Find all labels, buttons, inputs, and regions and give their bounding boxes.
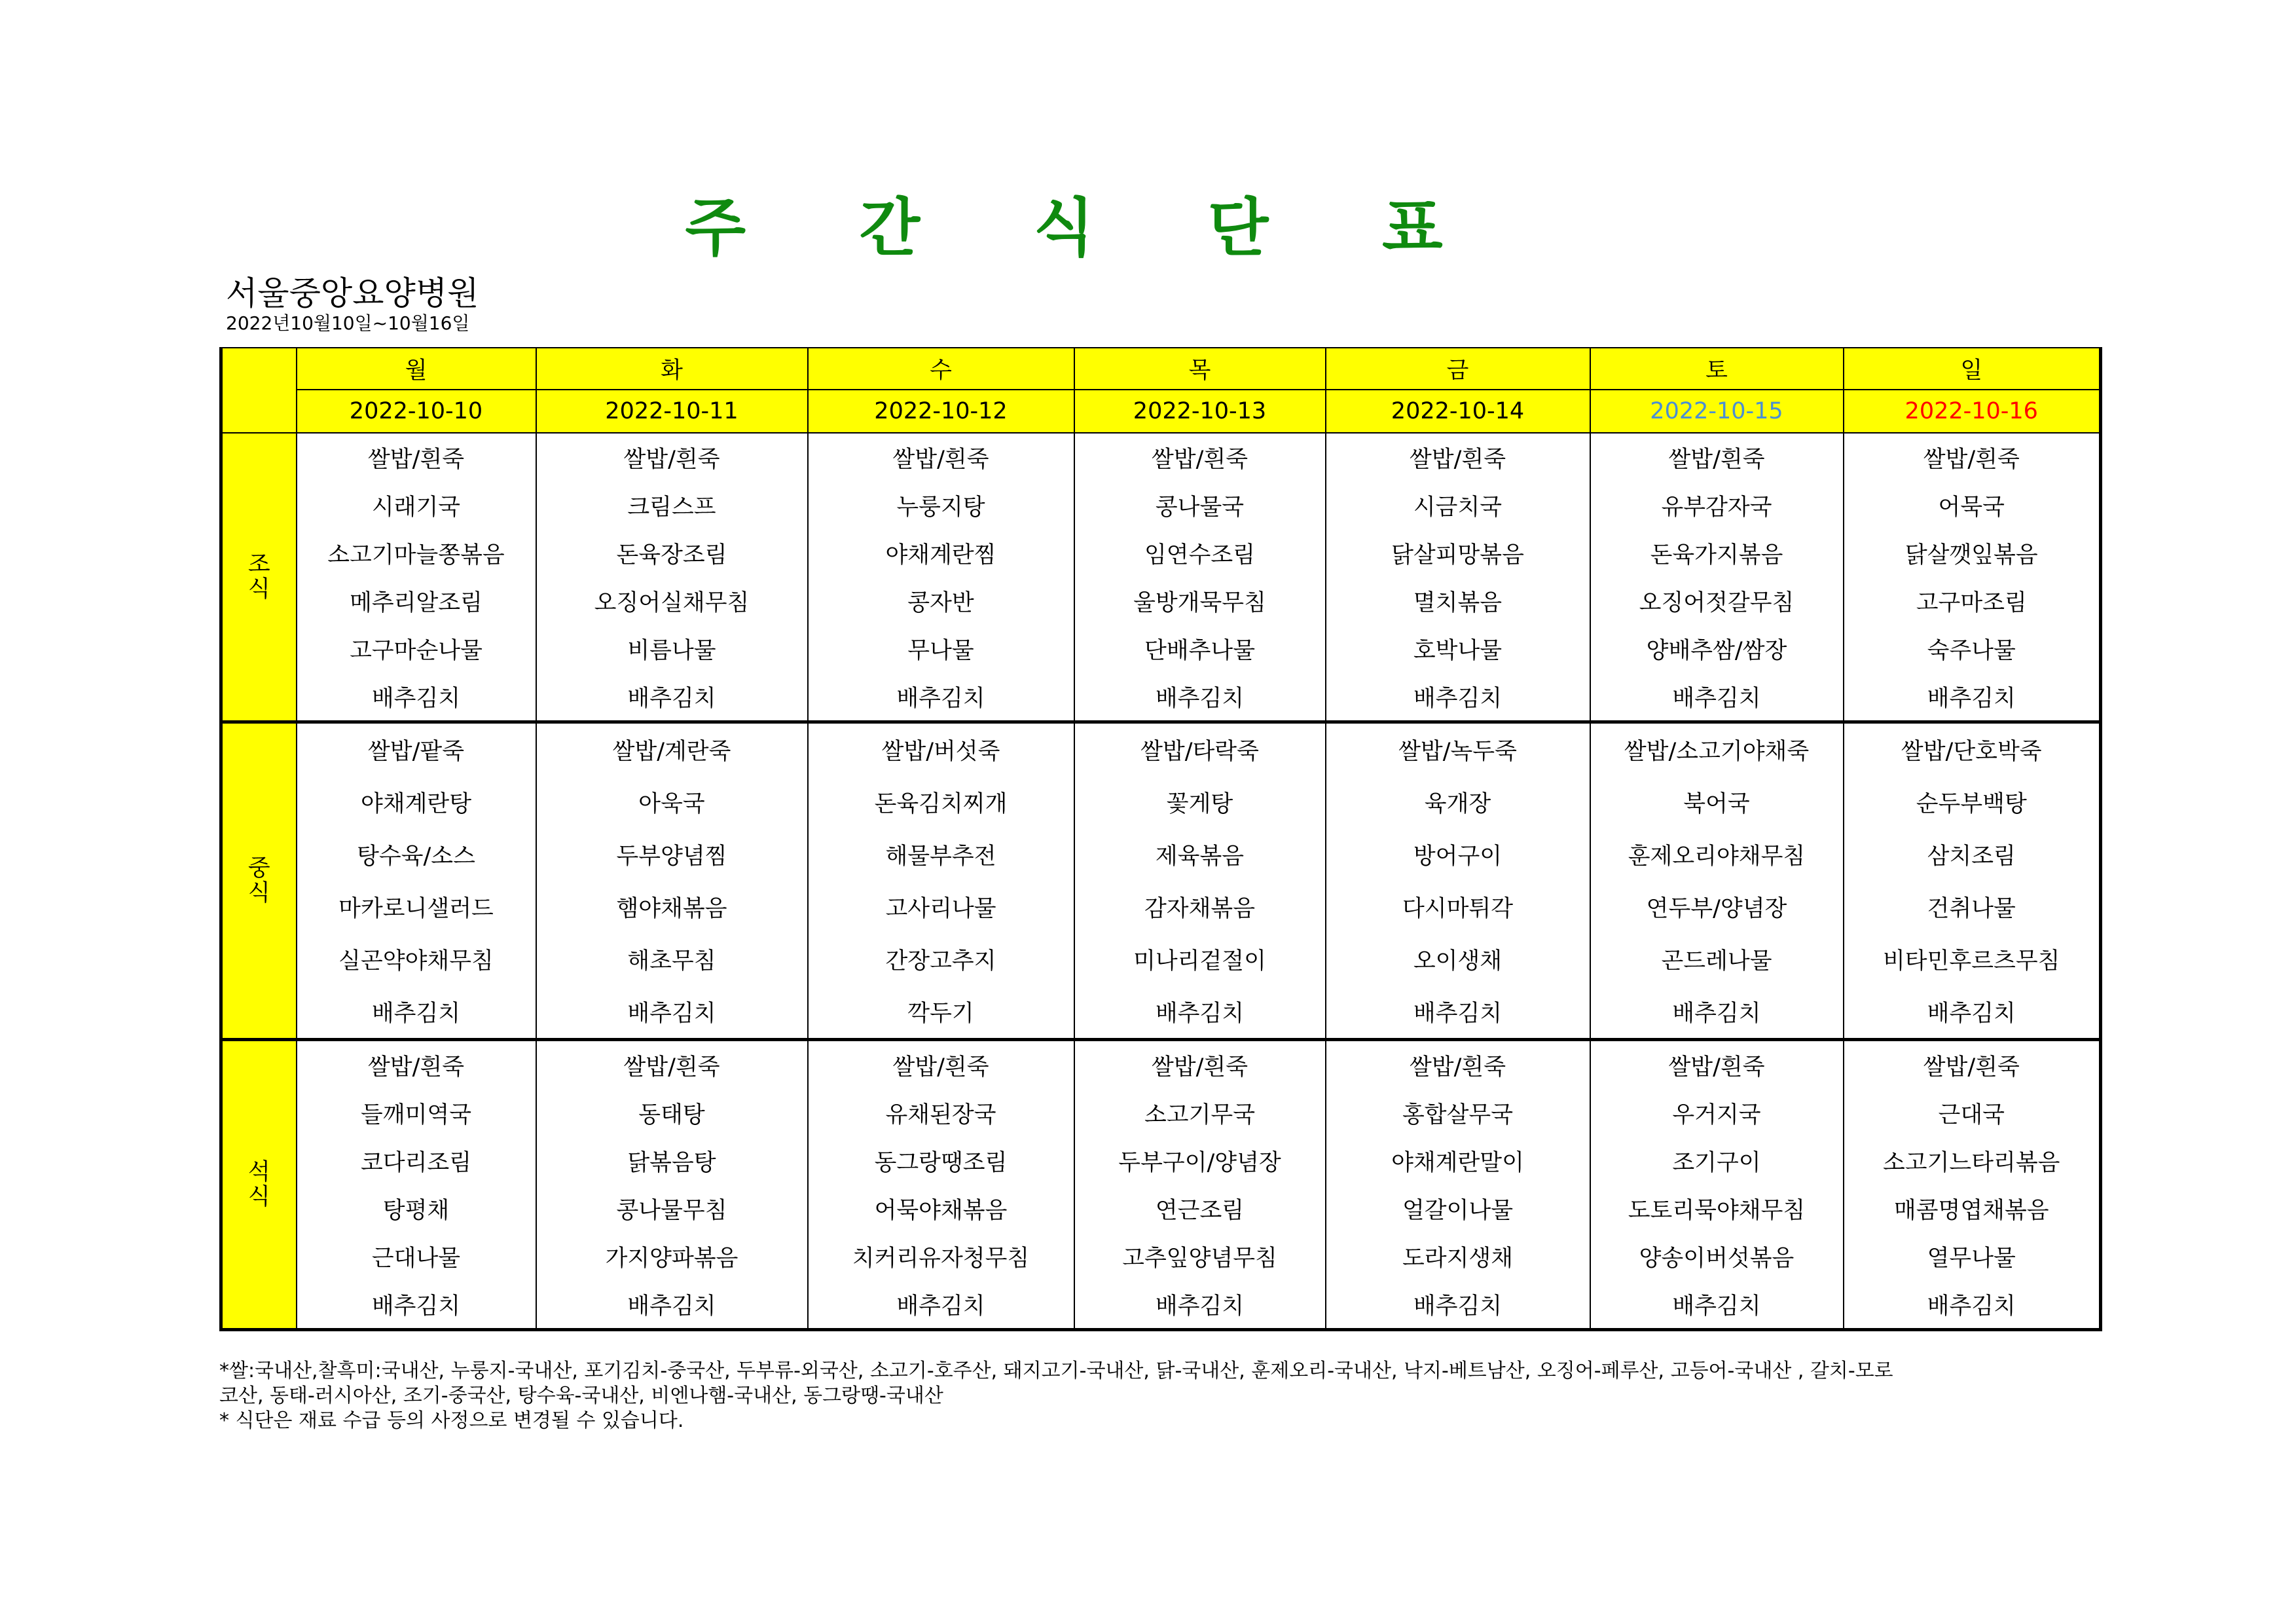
menu-item: 돈육김치찌개 xyxy=(808,776,1074,828)
menu-item: 배추김치 xyxy=(1844,986,2101,1040)
date-header: 2022-10-15 xyxy=(1590,390,1844,433)
menu-item: 건취나물 xyxy=(1844,881,2101,933)
menu-item: 비름나물 xyxy=(536,625,808,673)
menu-item: 쌀밥/흰죽 xyxy=(1590,433,1844,481)
menu-item: 야채계란찜 xyxy=(808,529,1074,577)
menu-item: 마카로니샐러드 xyxy=(297,881,536,933)
menu-item: 임연수조림 xyxy=(1074,529,1326,577)
day-header: 목 xyxy=(1074,348,1326,390)
menu-item: 곤드레나물 xyxy=(1590,933,1844,986)
meal-label-text: 중 식 xyxy=(247,855,270,906)
menu-item: 배추김치 xyxy=(1074,1280,1326,1330)
menu-item: 고구마조림 xyxy=(1844,577,2101,625)
menu-item: 배추김치 xyxy=(1326,986,1590,1040)
menu-item: 쌀밥/녹두죽 xyxy=(1326,722,1590,777)
menu-item: 양송이버섯볶음 xyxy=(1590,1232,1844,1280)
table-corner xyxy=(221,348,297,433)
menu-period: 2022년10월10일~10월16일 xyxy=(226,312,470,334)
menu-item: 배추김치 xyxy=(297,1280,536,1330)
menu-item: 닭살피망볶음 xyxy=(1326,529,1590,577)
menu-item: 크림스프 xyxy=(536,481,808,529)
meal-label xyxy=(221,722,297,1040)
menu-item: 쌀밥/흰죽 xyxy=(1326,433,1590,481)
menu-item: 쌀밥/흰죽 xyxy=(808,433,1074,481)
menu-row xyxy=(221,933,2101,986)
menu-item: 해물부추전 xyxy=(808,828,1074,881)
menu-item: 배추김치 xyxy=(1590,673,1844,722)
menu-item: 배추김치 xyxy=(536,986,808,1040)
day-header: 일 xyxy=(1844,348,2101,390)
menu-item: 근대국 xyxy=(1844,1089,2101,1137)
menu-item: 소고기느타리볶음 xyxy=(1844,1137,2101,1185)
menu-item: 두부양념찜 xyxy=(536,828,808,881)
menu-row xyxy=(221,481,2101,529)
menu-item: 연근조림 xyxy=(1074,1185,1326,1232)
menu-item: 무나물 xyxy=(808,625,1074,673)
menu-item: 꽃게탕 xyxy=(1074,776,1326,828)
weekly-menu-table xyxy=(219,347,2102,1331)
menu-item: 누룽지탕 xyxy=(808,481,1074,529)
menu-item: 쌀밥/흰죽 xyxy=(1590,1040,1844,1090)
hospital-name: 서울중앙요양병원 xyxy=(226,274,479,312)
menu-item: 오이생채 xyxy=(1326,933,1590,986)
menu-item: 치커리유자청무침 xyxy=(808,1232,1074,1280)
menu-item: 매콤명엽채볶음 xyxy=(1844,1185,2101,1232)
menu-row xyxy=(221,673,2101,722)
menu-item: 햄야채볶음 xyxy=(536,881,808,933)
menu-item: 배추김치 xyxy=(297,673,536,722)
menu-item: 쌀밥/흰죽 xyxy=(536,433,808,481)
date-header: 2022-10-13 xyxy=(1074,390,1326,433)
menu-row xyxy=(221,1185,2101,1232)
menu-item: 홍합살무국 xyxy=(1326,1089,1590,1137)
menu-item: 연두부/양념장 xyxy=(1590,881,1844,933)
menu-item: 돈육장조림 xyxy=(536,529,808,577)
menu-row xyxy=(221,577,2101,625)
menu-item: 호박나물 xyxy=(1326,625,1590,673)
day-header: 금 xyxy=(1326,348,1590,390)
menu-item: 코다리조림 xyxy=(297,1137,536,1185)
menu-item: 순두부백탕 xyxy=(1844,776,2101,828)
menu-item: 멸치볶음 xyxy=(1326,577,1590,625)
menu-item: 들깨미역국 xyxy=(297,1089,536,1137)
menu-item: 콩자반 xyxy=(808,577,1074,625)
menu-item: 감자채볶음 xyxy=(1074,881,1326,933)
menu-item: 동그랑땡조림 xyxy=(808,1137,1074,1185)
menu-item: 얼갈이나물 xyxy=(1326,1185,1590,1232)
menu-item: 배추김치 xyxy=(808,673,1074,722)
menu-item: 배추김치 xyxy=(1074,673,1326,722)
menu-row xyxy=(221,433,2101,481)
menu-item: 쌀밥/흰죽 xyxy=(297,1040,536,1090)
menu-row xyxy=(221,776,2101,828)
menu-item: 돈육가지볶음 xyxy=(1590,529,1844,577)
meal-label xyxy=(221,433,297,722)
day-header: 토 xyxy=(1590,348,1844,390)
menu-item: 배추김치 xyxy=(297,986,536,1040)
menu-item: 깍두기 xyxy=(808,986,1074,1040)
menu-item: 쌀밥/흰죽 xyxy=(297,433,536,481)
menu-item: 육개장 xyxy=(1326,776,1590,828)
menu-item: 쌀밥/흰죽 xyxy=(808,1040,1074,1090)
menu-item: 배추김치 xyxy=(1844,1280,2101,1330)
menu-item: 숙주나물 xyxy=(1844,625,2101,673)
menu-item: 간장고추지 xyxy=(808,933,1074,986)
menu-row xyxy=(221,529,2101,577)
menu-item: 쌀밥/흰죽 xyxy=(1074,1040,1326,1090)
menu-item: 조기구이 xyxy=(1590,1137,1844,1185)
menu-item: 제육볶음 xyxy=(1074,828,1326,881)
menu-item: 배추김치 xyxy=(1590,1280,1844,1330)
menu-row xyxy=(221,881,2101,933)
menu-item: 오징어젓갈무침 xyxy=(1590,577,1844,625)
menu-item: 배추김치 xyxy=(808,1280,1074,1330)
menu-item: 쌀밥/흰죽 xyxy=(536,1040,808,1090)
menu-item: 울방개묵무침 xyxy=(1074,577,1326,625)
menu-item: 어묵국 xyxy=(1844,481,2101,529)
menu-item: 배추김치 xyxy=(536,673,808,722)
menu-item: 메추리알조림 xyxy=(297,577,536,625)
menu-item: 쌀밥/계란죽 xyxy=(536,722,808,777)
change-notice: * 식단은 재료 수급 등의 사정으로 변경될 수 있습니다. xyxy=(219,1409,684,1432)
menu-item: 고구마순나물 xyxy=(297,625,536,673)
day-header: 화 xyxy=(536,348,808,390)
menu-row xyxy=(221,722,2101,777)
menu-item: 도토리묵야채무침 xyxy=(1590,1185,1844,1232)
menu-item: 고추잎양념무침 xyxy=(1074,1232,1326,1280)
menu-item: 쌀밥/팥죽 xyxy=(297,722,536,777)
menu-item: 유부감자국 xyxy=(1590,481,1844,529)
menu-item: 유채된장국 xyxy=(808,1089,1074,1137)
menu-row xyxy=(221,1232,2101,1280)
menu-item: 단배추나물 xyxy=(1074,625,1326,673)
meal-label-text: 석 식 xyxy=(247,1159,270,1210)
menu-item: 고사리나물 xyxy=(808,881,1074,933)
menu-item: 배추김치 xyxy=(1590,986,1844,1040)
menu-item: 배추김치 xyxy=(1074,986,1326,1040)
menu-item: 열무나물 xyxy=(1844,1232,2101,1280)
meal-label-text: 조 식 xyxy=(247,551,270,602)
menu-item: 야채계란탕 xyxy=(297,776,536,828)
menu-item: 두부구이/양념장 xyxy=(1074,1137,1326,1185)
menu-item: 닭볶음탕 xyxy=(536,1137,808,1185)
menu-item: 미나리겉절이 xyxy=(1074,933,1326,986)
menu-item: 탕수육/소스 xyxy=(297,828,536,881)
menu-item: 쌀밥/흰죽 xyxy=(1844,1040,2101,1090)
menu-item: 시래기국 xyxy=(297,481,536,529)
menu-item: 실곤약야채무침 xyxy=(297,933,536,986)
menu-item: 다시마튀각 xyxy=(1326,881,1590,933)
page-title: 주 간 식 단 표 xyxy=(685,191,1489,265)
menu-item: 쌀밥/흰죽 xyxy=(1326,1040,1590,1090)
menu-item: 아욱국 xyxy=(536,776,808,828)
menu-item: 북어국 xyxy=(1590,776,1844,828)
menu-item: 비타민후르츠무침 xyxy=(1844,933,2101,986)
date-header: 2022-10-16 xyxy=(1844,390,2101,433)
date-header: 2022-10-11 xyxy=(536,390,808,433)
menu-item: 배추김치 xyxy=(1844,673,2101,722)
menu-item: 탕평채 xyxy=(297,1185,536,1232)
menu-item: 동태탕 xyxy=(536,1089,808,1137)
menu-row xyxy=(221,1040,2101,1090)
menu-item: 쌀밥/단호박죽 xyxy=(1844,722,2101,777)
menu-item: 시금치국 xyxy=(1326,481,1590,529)
menu-row xyxy=(221,1280,2101,1330)
meal-label xyxy=(221,1040,297,1330)
menu-item: 콩나물국 xyxy=(1074,481,1326,529)
menu-item: 쌀밥/버섯죽 xyxy=(808,722,1074,777)
origin-notes xyxy=(219,1359,2105,1433)
origin-note-line: *쌀:국내산,찰흑미:국내산, 누룽지-국내산, 포기김치-중국산, 두부류-외국산, 소고기-호주산, 돼지고기-국내산, 닭-국내산, 훈제오리-국내산, 낙지-베트남산, 오징어-페루산, 고등어-국내산 , 갈치-모로 xyxy=(219,1359,1893,1382)
menu-item: 어묵야채볶음 xyxy=(808,1185,1074,1232)
menu-item: 소고기마늘쫑볶음 xyxy=(297,529,536,577)
menu-item: 도라지생채 xyxy=(1326,1232,1590,1280)
menu-item: 배추김치 xyxy=(1326,673,1590,722)
menu-item: 야채계란말이 xyxy=(1326,1137,1590,1185)
menu-row xyxy=(221,1089,2101,1137)
menu-item: 근대나물 xyxy=(297,1232,536,1280)
menu-row xyxy=(221,1137,2101,1185)
date-header: 2022-10-12 xyxy=(808,390,1074,433)
menu-item: 쌀밥/흰죽 xyxy=(1844,433,2101,481)
menu-item: 배추김치 xyxy=(1326,1280,1590,1330)
menu-item: 해초무침 xyxy=(536,933,808,986)
menu-item: 가지양파볶음 xyxy=(536,1232,808,1280)
menu-item: 쌀밥/소고기야채죽 xyxy=(1590,722,1844,777)
menu-item: 양배추쌈/쌈장 xyxy=(1590,625,1844,673)
menu-item: 오징어실채무침 xyxy=(536,577,808,625)
day-header: 수 xyxy=(808,348,1074,390)
menu-item: 닭살깻잎볶음 xyxy=(1844,529,2101,577)
menu-item: 콩나물무침 xyxy=(536,1185,808,1232)
day-header: 월 xyxy=(297,348,536,390)
menu-item: 배추김치 xyxy=(536,1280,808,1330)
menu-item: 쌀밥/타락죽 xyxy=(1074,722,1326,777)
menu-row xyxy=(221,986,2101,1040)
menu-item: 소고기무국 xyxy=(1074,1089,1326,1137)
date-header: 2022-10-14 xyxy=(1326,390,1590,433)
menu-item: 삼치조림 xyxy=(1844,828,2101,881)
menu-item: 우거지국 xyxy=(1590,1089,1844,1137)
date-header: 2022-10-10 xyxy=(297,390,536,433)
menu-row xyxy=(221,828,2101,881)
menu-item: 방어구이 xyxy=(1326,828,1590,881)
menu-item: 쌀밥/흰죽 xyxy=(1074,433,1326,481)
menu-item: 훈제오리야채무침 xyxy=(1590,828,1844,881)
origin-note-line: 코산, 동태-러시아산, 조기-중국산, 탕수육-국내산, 비엔나햄-국내산, 동그랑땡-국내산 xyxy=(219,1384,943,1407)
menu-row xyxy=(221,625,2101,673)
